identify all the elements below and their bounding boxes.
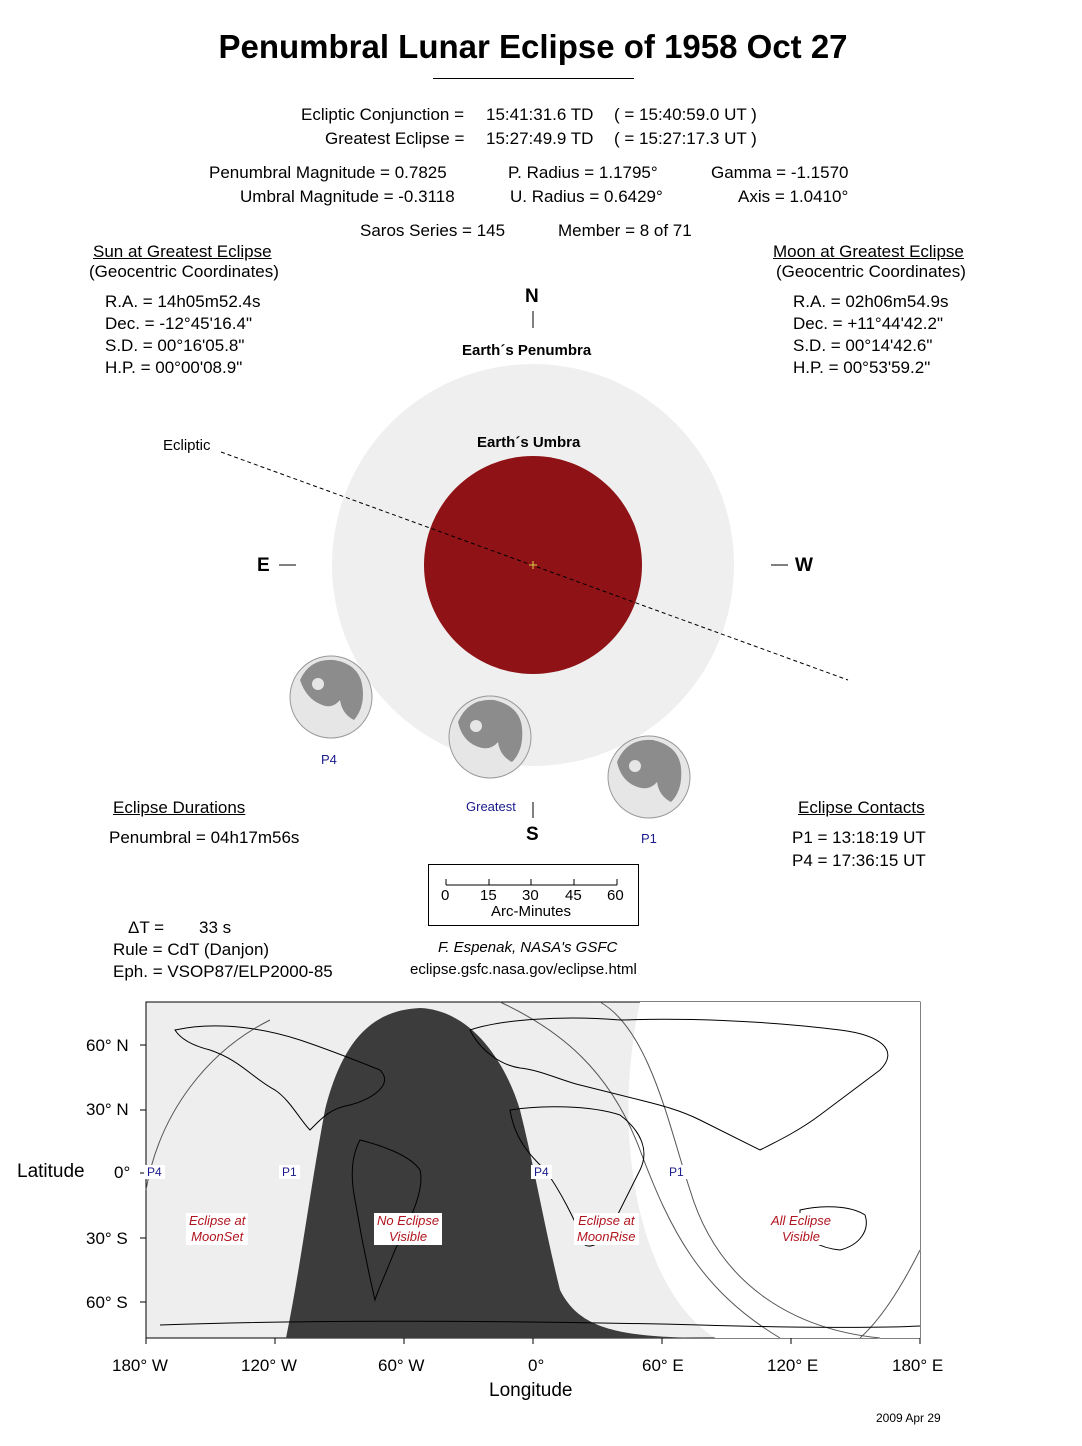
region-moonset-line1: Eclipse at — [189, 1213, 246, 1228]
scale-bar — [428, 864, 639, 926]
sun-hp: H.P. = 00°00'08.9" — [105, 358, 243, 377]
page-title: Penumbral Lunar Eclipse of 1958 Oct 27 — [218, 28, 848, 65]
moon-sd: S.D. = 00°14'42.6" — [793, 336, 933, 355]
moon-hp: H.P. = 00°53'59.2" — [793, 358, 931, 377]
west-label: W — [795, 555, 813, 576]
region-moonset-label — [186, 1213, 248, 1245]
moon-p1 — [608, 736, 690, 818]
greatest-ut: ( = 15:27:17.3 UT ) — [614, 129, 757, 148]
saros-series: Saros Series = 145 — [360, 221, 506, 240]
region-no-eclipse-label — [374, 1213, 442, 1245]
south-label: S — [526, 824, 539, 845]
moon-p4 — [290, 656, 372, 738]
scale-tick-15: 15 — [480, 887, 497, 904]
lon-tick-60w: 60° W — [378, 1356, 425, 1375]
penumbra-label: Earth´s Penumbra — [462, 342, 592, 359]
sun-ra: R.A. = 14h05m52.4s — [105, 292, 261, 311]
conjunction-label: Ecliptic Conjunction = — [301, 105, 465, 124]
penumbral-magnitude: Penumbral Magnitude = 0.7825 — [209, 163, 447, 182]
delta-t-label: ΔT = — [128, 918, 165, 937]
map-mark-p1-east: P1 — [666, 1165, 687, 1179]
region-all-eclipse-line1: All Eclipse — [771, 1213, 831, 1228]
date-stamp: 2009 Apr 29 — [876, 1411, 941, 1425]
saros-member: Member = 8 of 71 — [558, 221, 692, 240]
moon-p1-label: P1 — [641, 831, 657, 846]
lon-tick-120e: 120° E — [767, 1356, 819, 1375]
moon-subheading: (Geocentric Coordinates) — [776, 262, 966, 281]
lat-tick-60s: 60° S — [86, 1293, 128, 1312]
visibility-map — [0, 990, 1082, 1370]
ephemeris: Eph. = VSOP87/ELP2000-85 — [113, 962, 333, 981]
greatest-label: Greatest Eclipse = — [325, 129, 465, 148]
greatest-td: 15:27:49.9 TD — [486, 129, 594, 148]
credit-url: eclipse.gsfc.nasa.gov/eclipse.html — [410, 961, 637, 978]
north-label: N — [525, 286, 539, 307]
scale-label: Arc-Minutes — [491, 903, 572, 920]
credit-author: F. Espenak, NASA's GSFC — [438, 939, 618, 956]
scale-tick-0: 0 — [441, 887, 450, 904]
moon-heading: Moon at Greatest Eclipse — [773, 242, 964, 261]
map-mark-p4-west: P4 — [144, 1165, 165, 1179]
lon-tick-180w: 180° W — [112, 1356, 168, 1375]
map-xlabel: Longitude — [489, 1380, 573, 1401]
east-label: E — [257, 555, 270, 576]
region-all-eclipse-line2: Visible — [781, 1229, 821, 1244]
map-ylabel: Latitude — [17, 1161, 85, 1182]
scale-tick-60: 60 — [607, 887, 624, 904]
moon-p4-label: P4 — [321, 752, 337, 767]
umbral-magnitude: Umbral Magnitude = -0.3118 — [240, 187, 455, 206]
map-mark-p1-west: P1 — [279, 1165, 300, 1179]
moon-dec: Dec. = +11°44'42.2" — [793, 314, 943, 333]
ecliptic-label: Ecliptic — [163, 437, 211, 454]
scale-tick-45: 45 — [565, 887, 582, 904]
danjon-rule: Rule = CdT (Danjon) — [113, 940, 270, 959]
lat-tick-30n: 30° N — [86, 1100, 129, 1119]
region-all-eclipse-label — [768, 1213, 834, 1245]
region-moonrise-line2: MoonRise — [577, 1229, 636, 1244]
region-no-eclipse-line1: No Eclipse — [377, 1213, 440, 1228]
umbra-label: Earth´s Umbra — [477, 434, 581, 451]
contact-p1: P1 = 13:18:19 UT — [792, 828, 926, 847]
durations-heading: Eclipse Durations — [113, 798, 246, 817]
region-moonset-line2: MoonSet — [191, 1229, 244, 1244]
conjunction-ut: ( = 15:40:59.0 UT ) — [614, 105, 757, 124]
penumbral-duration: Penumbral = 04h17m56s — [109, 828, 300, 847]
map-mark-p4-east: P4 — [531, 1165, 552, 1179]
contacts-heading: Eclipse Contacts — [798, 798, 925, 817]
sun-subheading: (Geocentric Coordinates) — [89, 262, 279, 281]
scale-tick-30: 30 — [522, 887, 539, 904]
region-no-eclipse-line2: Visible — [389, 1229, 428, 1244]
umbral-radius: U. Radius = 0.6429° — [510, 187, 663, 206]
sun-sd: S.D. = 00°16'05.8" — [105, 336, 245, 355]
contact-p4: P4 = 17:36:15 UT — [792, 851, 926, 870]
moon-greatest-label: Greatest — [466, 799, 516, 814]
lat-tick-0: 0° — [114, 1163, 131, 1182]
axis: Axis = 1.0410° — [738, 187, 849, 206]
lat-tick-30s: 30° S — [86, 1229, 128, 1248]
lon-tick-180e: 180° E — [892, 1356, 944, 1375]
moon-greatest — [449, 696, 531, 778]
conjunction-td: 15:41:31.6 TD — [486, 105, 594, 124]
sun-dec: Dec. = -12°45'16.4" — [105, 314, 252, 333]
lon-tick-60e: 60° E — [642, 1356, 684, 1375]
penumbral-radius: P. Radius = 1.1795° — [508, 163, 658, 182]
lon-tick-120w: 120° W — [241, 1356, 297, 1375]
lat-tick-60n: 60° N — [86, 1036, 129, 1055]
region-moonrise-line1: Eclipse at — [578, 1213, 635, 1228]
delta-t-value: 33 s — [199, 918, 232, 937]
sun-heading: Sun at Greatest Eclipse — [93, 242, 272, 261]
gamma: Gamma = -1.1570 — [711, 163, 849, 182]
region-moonrise-label — [574, 1213, 639, 1245]
lon-tick-0: 0° — [528, 1356, 545, 1375]
moon-ra: R.A. = 02h06m54.9s — [793, 292, 949, 311]
